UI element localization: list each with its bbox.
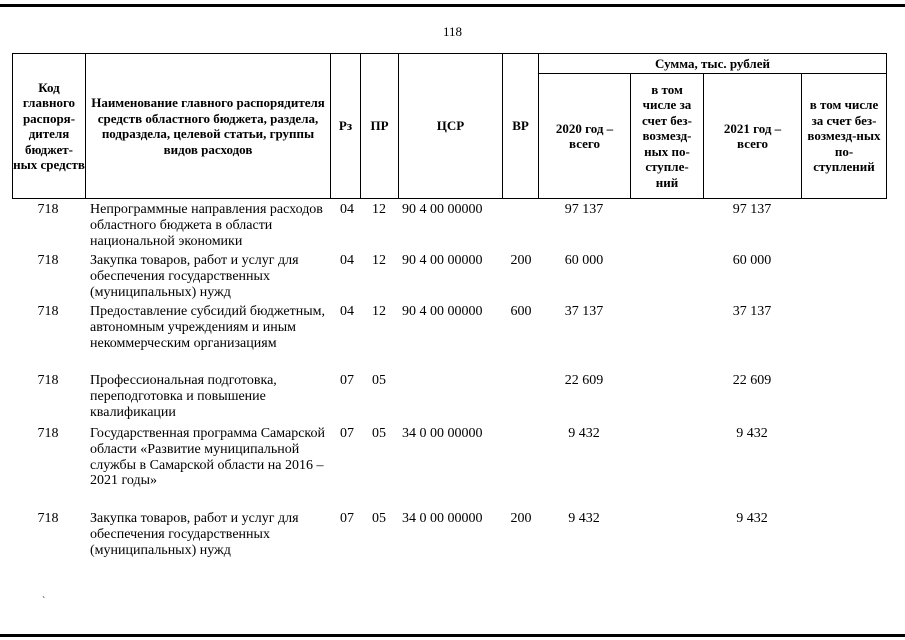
cell-csr: 34 0 00 00000 xyxy=(402,426,483,441)
header-2020-free: в том числе за счет без-возмезд-ных по-ступле-ний xyxy=(642,81,692,190)
cell-2021-total: 22 609 xyxy=(732,373,772,388)
cell-rz: 04 xyxy=(340,253,354,268)
cell-csr: 90 4 00 00000 xyxy=(402,253,483,268)
cell-rz: 07 xyxy=(340,373,354,388)
bottom-border xyxy=(0,634,905,637)
cell-rz: 04 xyxy=(340,304,354,319)
cell-csr: 90 4 00 00000 xyxy=(402,202,483,217)
cell-kod: 718 xyxy=(37,426,59,441)
cell-2021-total: 9 432 xyxy=(736,511,768,526)
header-2021-total: 2021 год – всего xyxy=(723,120,782,151)
cell-2020-total: 22 609 xyxy=(564,373,604,388)
cell-2021-total: 97 137 xyxy=(732,202,772,217)
cell-kod: 718 xyxy=(37,511,59,526)
cell-csr: 34 0 00 00000 xyxy=(402,511,483,526)
cell-2021-total: 60 000 xyxy=(732,253,772,268)
table-header xyxy=(12,53,887,199)
cell-pr: 12 xyxy=(372,304,386,319)
cell-kod: 718 xyxy=(37,373,59,388)
header-vline xyxy=(85,53,86,199)
header-vr: ВР xyxy=(512,118,529,134)
cell-kod: 718 xyxy=(37,202,59,217)
top-border xyxy=(0,4,905,7)
cell-2021-total: 37 137 xyxy=(732,304,772,319)
cell-kod: 718 xyxy=(37,253,59,268)
cell-kod: 718 xyxy=(37,304,59,319)
header-vline xyxy=(886,53,887,199)
cell-vr: 600 xyxy=(510,304,532,319)
cell-name: Предоставление субсидий бюджетным, автономным учреждениям и иным некоммерческим организациям xyxy=(90,304,326,351)
cell-2020-total: 97 137 xyxy=(564,202,604,217)
cell-csr: 90 4 00 00000 xyxy=(402,304,483,319)
header-sum-title: Сумма, тыс. рублей xyxy=(655,55,770,71)
header-pr: ПР xyxy=(370,118,389,134)
cell-vr: 200 xyxy=(510,511,532,526)
cell-pr: 05 xyxy=(372,373,386,388)
cell-pr: 05 xyxy=(372,511,386,526)
header-bottom-line xyxy=(12,198,887,199)
header-kod: Код главного распоря-дителя бюджет-ных средств xyxy=(13,79,85,172)
cell-2020-total: 37 137 xyxy=(564,304,604,319)
cell-name: Закупка товаров, работ и услуг для обеспечения государственных (муниципальных) нужд xyxy=(90,253,299,300)
header-name: Наименование главного распорядителя средств областного бюджета, раздела, подраздела, целевой статьи, группы видов расходов xyxy=(91,95,325,157)
cell-name: Закупка товаров, работ и услуг для обеспечения государственных (муниципальных) нужд xyxy=(90,511,299,558)
cell-pr: 05 xyxy=(372,426,386,441)
cell-2021-total: 9 432 xyxy=(736,426,768,441)
cell-pr: 12 xyxy=(372,202,386,217)
page-number: 118 xyxy=(442,24,463,39)
cell-2020-total: 60 000 xyxy=(564,253,604,268)
cell-vr: 200 xyxy=(510,253,532,268)
cell-2020-total: 9 432 xyxy=(568,511,600,526)
cell-name: Государственная программа Самарской области «Развитие муниципальной службы в Самарской области на 2016 – 2021 годы» xyxy=(90,426,326,489)
cell-name: Профессиональная подготовка, переподготовка и повышение квалификации xyxy=(90,373,277,420)
scan-speck: ` xyxy=(42,596,46,607)
header-csr: ЦСР xyxy=(436,118,465,134)
header-2021-free: в том числе за счет без-возмезд-ных по-ступлений xyxy=(807,97,881,175)
cell-2020-total: 9 432 xyxy=(568,426,600,441)
cell-name: Непрограммные направления расходов областного бюджета в области национальной экономики xyxy=(90,202,323,249)
header-2020-total: 2020 год – всего xyxy=(555,120,614,151)
cell-rz: 07 xyxy=(340,511,354,526)
header-rz: Рз xyxy=(338,118,353,134)
cell-rz: 07 xyxy=(340,426,354,441)
cell-rz: 04 xyxy=(340,202,354,217)
cell-pr: 12 xyxy=(372,253,386,268)
